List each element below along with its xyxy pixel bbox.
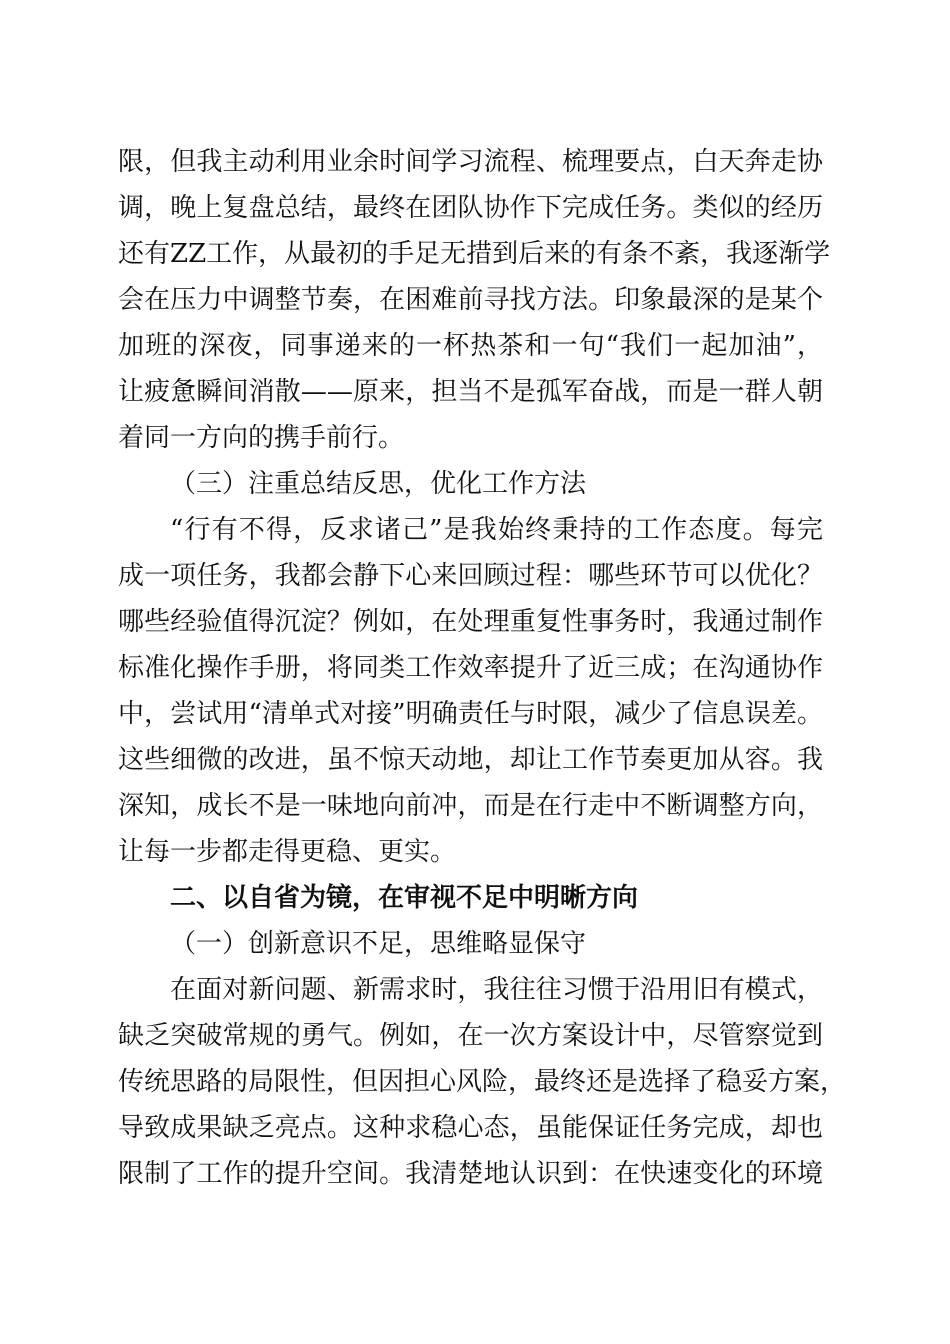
body-line: 标准化操作手册，将同类工作效率提升了近三成；在沟通协作 (118, 653, 823, 683)
body-line: 调，晚上复盘总结，最终在团队协作下完成任务。类似的经历 (118, 193, 823, 223)
body-line: 着同一方向的携手前行。 (118, 423, 405, 453)
body-line: 在面对新问题、新需求时，我往往习惯于沿用旧有模式， (170, 975, 823, 1005)
body-line: 加班的深夜，同事递来的一杯热茶和一句“我们一起加油”， (118, 331, 823, 361)
body-line: 传统思路的局限性，但因担心风险，最终还是选择了稳妥方案， (118, 1067, 847, 1097)
section-heading: 二、以自省为镜，在审视不足中明晰方向 (170, 883, 639, 913)
body-line: 深知，成长不是一味地向前冲，而是在行走中不断调整方向， (118, 791, 823, 821)
subsection-heading: （三）注重总结反思，优化工作方法 (170, 469, 587, 499)
body-line: 限制了工作的提升空间。我清楚地认识到：在快速变化的环境 (118, 1159, 823, 1189)
body-line: 这些细微的改进，虽不惊天动地，却让工作节奏更加从容。我 (118, 745, 823, 775)
subsection-heading: （一）创新意识不足，思维略显保守 (170, 929, 587, 959)
body-line: 还有ZZ工作，从最初的手足无措到后来的有条不紊，我逐渐学 (118, 239, 831, 269)
body-line: 导致成果缺乏亮点。这种求稳心态，虽能保证任务完成，却也 (118, 1113, 823, 1143)
body-line: 限，但我主动利用业余时间学习流程、梳理要点，白天奔走协 (118, 147, 823, 177)
body-line: 哪些经验值得沉淀？例如，在处理重复性事务时，我通过制作 (118, 607, 823, 637)
body-line: 会在压力中调整节奏，在困难前寻找方法。印象最深的是某个 (118, 285, 823, 315)
body-line: 成一项任务，我都会静下心来回顾过程：哪些环节可以优化？ (118, 561, 823, 591)
body-line: 中，尝试用“清单式对接”明确责任与时限，减少了信息误差。 (118, 699, 823, 729)
body-line: 缺乏突破常规的勇气。例如，在一次方案设计中，尽管察觉到 (118, 1021, 823, 1051)
body-line: “行有不得，反求诸己”是我始终秉持的工作态度。每完 (170, 515, 823, 545)
body-line: 让疲惫瞬间消散——原来，担当不是孤军奋战，而是一群人朝 (118, 377, 823, 407)
body-line: 让每一步都走得更稳、更实。 (118, 837, 457, 867)
